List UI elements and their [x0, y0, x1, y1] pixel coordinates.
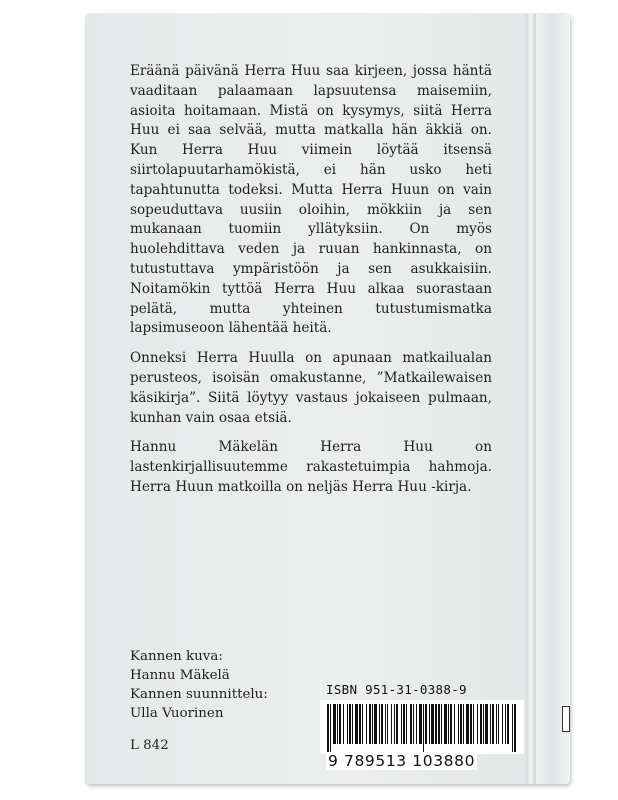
barcode-bar: [460, 704, 462, 744]
barcode-bar: [435, 704, 437, 744]
cover-design-name: Ulla Vuorinen: [130, 706, 224, 721]
barcode-bar: [410, 704, 412, 744]
barcode-bar: [349, 704, 351, 744]
barcode-bar: [505, 704, 506, 744]
cover-hinge: [526, 14, 536, 784]
barcode-bar: [470, 704, 472, 744]
barcode-bar: [381, 704, 383, 744]
barcode-bar: [362, 704, 363, 744]
barcode-bar: [416, 704, 417, 744]
barcode: [320, 700, 524, 754]
barcode-bar: [514, 704, 516, 752]
barcode-bar: [339, 704, 341, 744]
barcode-bar: [477, 704, 478, 744]
barcode-bar: [327, 704, 329, 752]
barcode-bar: [391, 704, 392, 744]
barcode-bar: [401, 704, 402, 744]
barcode-bar: [483, 704, 484, 744]
barcode-bar: [485, 704, 488, 744]
barcode-bar: [454, 704, 455, 744]
barcode-bar: [490, 704, 491, 744]
blurb-text: [130, 62, 492, 508]
barcode-bar: [379, 704, 380, 744]
barcode-bar: [429, 704, 430, 744]
barcode-bar: [423, 704, 424, 752]
cover-image-name: Hannu Mäkelä: [130, 668, 230, 683]
barcode-bar: [512, 704, 513, 752]
barcode-bar: [431, 704, 434, 744]
barcode-bar: [438, 704, 440, 744]
barcode-bar: [352, 704, 353, 744]
cover-design-label: Kannen suunnittelu:: [130, 687, 268, 702]
barcode-bar: [387, 704, 388, 744]
barcode-bar: [441, 704, 442, 744]
blurb-paragraph-2: Onneksi Herra Huulla on apunaan matkailualan perusteos, isoisän omakustanne, ”Matkailewaisen käsikirja”. Siitä löytyy vastaus jokaiseen pulmaan, kunhan vain osaa etsiä.: [130, 350, 492, 426]
book-back-cover: [86, 14, 570, 784]
barcode-bar: [450, 704, 452, 744]
barcode-bar: [374, 704, 377, 744]
barcode-bar: [463, 704, 464, 744]
barcode-bar: [502, 704, 503, 744]
barcode-bar: [394, 704, 395, 744]
barcode-bar: [406, 704, 407, 744]
barcode-bar: [444, 704, 447, 744]
barcode-bar: [385, 704, 386, 744]
barcode-bar: [492, 704, 494, 744]
barcode-bar: [480, 704, 482, 744]
barcode-bar: [413, 704, 414, 744]
library-code: L 842: [130, 738, 169, 753]
barcode-bar: [403, 704, 405, 744]
barcode-bar: [507, 704, 509, 744]
barcode-bar: [372, 704, 373, 744]
barcode-bar: [333, 704, 336, 744]
spine-label-mark: [562, 706, 570, 732]
barcode-bar: [330, 704, 331, 752]
barcode-bar: [498, 704, 499, 744]
barcode-bar: [458, 704, 459, 744]
barcode-bar: [419, 704, 422, 744]
isbn-text: ISBN 951-31-0388-9: [326, 682, 467, 697]
blurb-paragraph-3: Hannu Mäkelän Herra Huu on lastenkirjallisuutemme rakastetuimpia hahmoja. Herra Huun matkoilla on neljäs Herra Huu -kirja.: [130, 439, 492, 495]
barcode-bar: [448, 704, 449, 744]
barcode-bar: [343, 704, 344, 744]
barcode-bar: [347, 704, 348, 744]
ean-number: 9 789513 103880: [328, 752, 476, 770]
blurb-paragraph-1: Eräänä päivänä Herra Huu saa kirjeen, jossa häntä vaaditaan palaamaan lapsuutensa maisemiin, asioita hoitamaan. Mistä on kysymys, siitä Herra Huu ei saa selvää, mutta matkalla hän äkkiä on. Kun Herra Huu viimein löytää itsensä siirtolapuutarhamökistä, ei hän usko heti tapahtunutta todeksi. Mutta Herra Huun on vain sopeuduttava uusiin oloihin, mökkiin ja sen mukanaan tuomiin yllätyksiin. On myös huolehdittava veden ja ruuan hankinnasta, on tutustuttava ympäristöön ja sen asukkaisiin. Noitamökin tyttöä Herra Huu alkaa suorastaan pelätä, mutta yhteinen tutustumismatka lapsimuseoon lähentää heitä.: [130, 63, 492, 337]
book-spine: [536, 14, 570, 784]
barcode-bar: [466, 704, 469, 744]
barcode-bar: [396, 704, 398, 744]
cover-credits: [130, 647, 268, 723]
cover-image-label: Kannen kuva:: [130, 649, 223, 664]
barcode-bar: [355, 704, 358, 744]
barcode-bar: [496, 704, 497, 744]
barcode-bar: [473, 704, 474, 744]
barcode-bar: [369, 704, 371, 744]
barcode-bars: [327, 704, 517, 752]
barcode-bar: [425, 704, 427, 744]
barcode-bar: [366, 704, 367, 744]
barcode-bar: [359, 704, 361, 744]
barcode-bar: [337, 704, 338, 744]
